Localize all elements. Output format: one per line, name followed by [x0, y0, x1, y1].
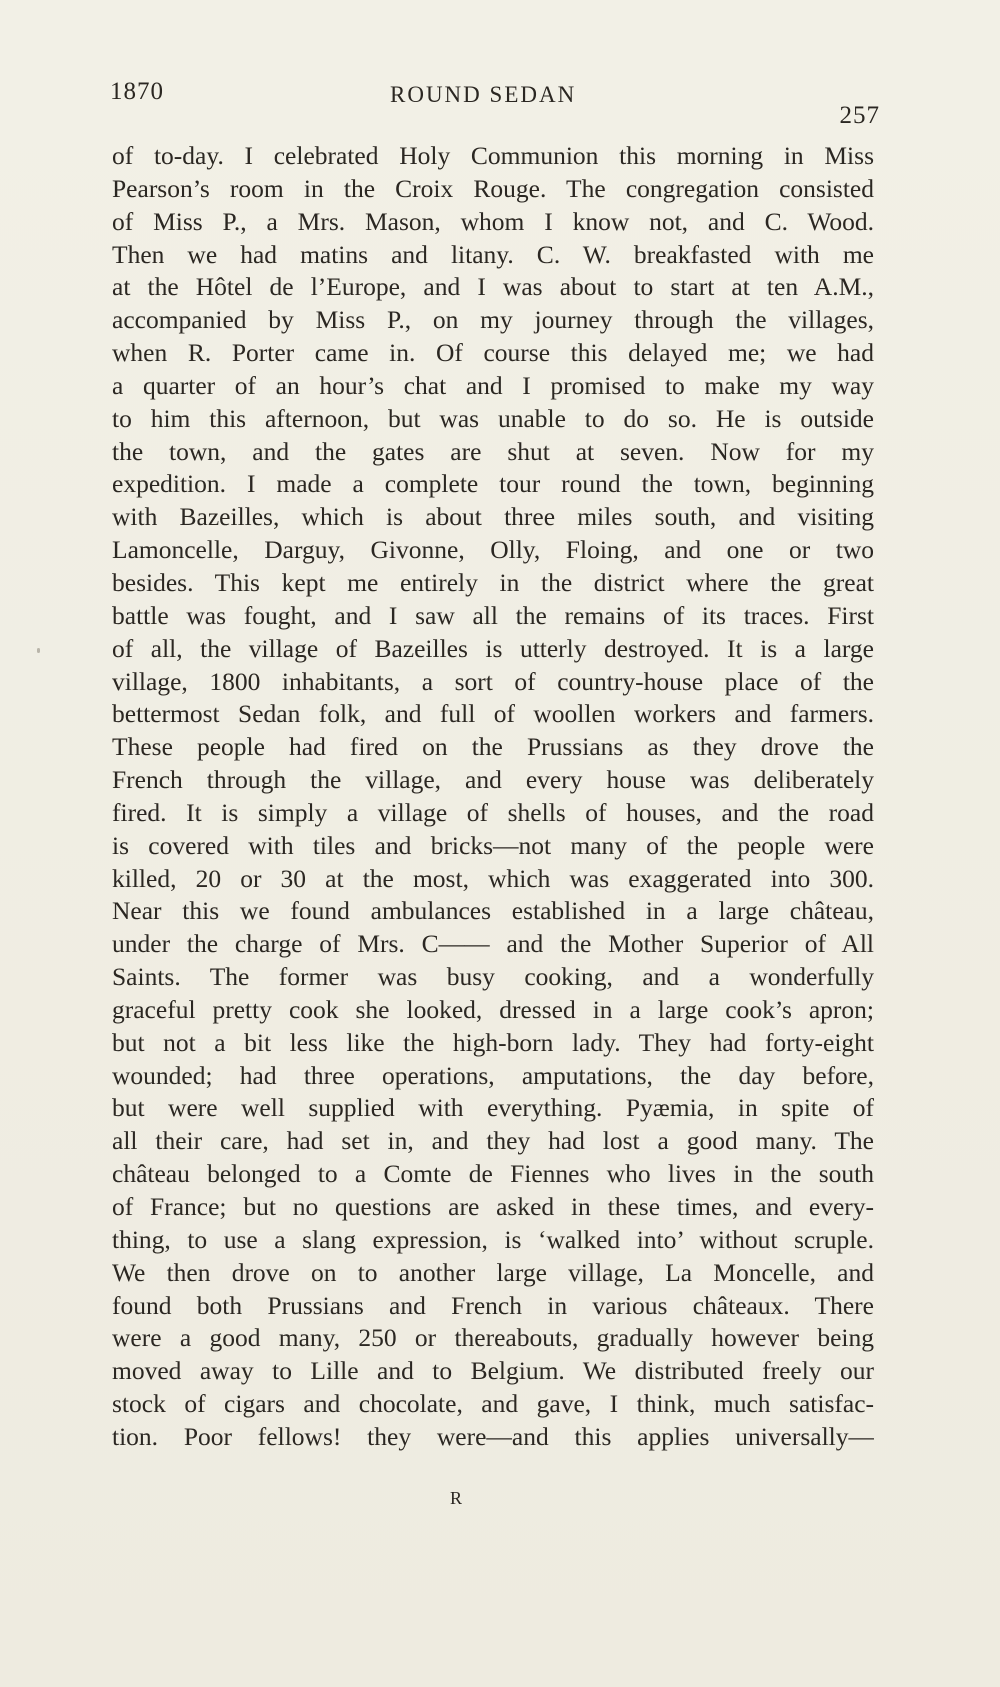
- text-line: These people had fired on the Prussians as they drove the: [112, 732, 874, 762]
- text-line: moved away to Lille and to Belgium. We distributed freely our: [112, 1356, 874, 1386]
- text-line: expedition. I made a complete tour round the town, beginning: [112, 469, 874, 499]
- text-line: We then drove on to another large village, La Moncelle, and: [112, 1257, 874, 1287]
- signature-mark: R: [450, 1488, 464, 1508]
- paper-speck: [37, 648, 40, 653]
- text-line: a quarter of an hour’s chat and I promised to make my way: [112, 370, 874, 400]
- text-line: Lamoncelle, Darguy, Givonne, Olly, Floing, and one or two: [112, 535, 874, 565]
- header-year: 1870: [110, 78, 164, 105]
- text-line: village, 1800 inhabitants, a sort of country-house place of the: [112, 666, 874, 696]
- text-line: is covered with tiles and bricks—not many of the people were: [112, 830, 874, 860]
- header-title: ROUND SEDAN: [390, 82, 577, 107]
- text-line: with Bazeilles, which is about three miles south, and visiting: [112, 502, 874, 532]
- text-line: Pearson’s room in the Croix Rouge. The congregation consisted: [112, 173, 874, 203]
- text-line: fired. It is simply a village of shells of houses, and the road: [112, 797, 874, 827]
- text-line: under the charge of Mrs. C—— and the Mother Superior of All: [112, 929, 874, 959]
- text-line: killed, 20 or 30 at the most, which was exaggerated into 300.: [112, 863, 874, 893]
- text-line: bettermost Sedan folk, and full of woollen workers and farmers.: [112, 699, 874, 729]
- running-head: [110, 78, 880, 129]
- text-line: of all, the village of Bazeilles is utterly destroyed. It is a large: [112, 633, 874, 663]
- text-line: French through the village, and every house was deliberately: [112, 765, 874, 795]
- text-line: were a good many, 250 or thereabouts, gradually however being: [112, 1323, 874, 1353]
- page-number: 257: [839, 102, 880, 129]
- text-line: accompanied by Miss P., on my journey through the villages,: [112, 305, 874, 335]
- text-line: besides. This kept me entirely in the district where the great: [112, 567, 874, 597]
- text-line: Saints. The former was busy cooking, and a wonderfully: [112, 962, 874, 992]
- text-line: Near this we found ambulances established in a large château,: [112, 896, 874, 926]
- text-line: stock of cigars and chocolate, and gave, I think, much satisfac-: [112, 1389, 874, 1419]
- text-line: to him this afternoon, but was unable to do so. He is outside: [112, 403, 874, 433]
- text-line: all their care, had set in, and they had lost a good many. The: [112, 1126, 874, 1156]
- text-line: but not a bit less like the high-born lady. They had forty-eight: [112, 1027, 874, 1057]
- text-line: graceful pretty cook she looked, dressed in a large cook’s apron;: [112, 994, 874, 1024]
- text-line: of France; but no questions are asked in these times, and every-: [112, 1192, 874, 1221]
- text-line: the town, and the gates are shut at seven. Now for my: [112, 436, 874, 466]
- text-line: château belonged to a Comte de Fiennes who lives in the south: [112, 1159, 874, 1189]
- text-line: tion. Poor fellows! they were—and this applies universally—: [112, 1421, 874, 1451]
- text-line: wounded; had three operations, amputations, the day before,: [112, 1060, 874, 1090]
- text-line: at the Hôtel de l’Europe, and I was about to start at ten A.M.,: [112, 272, 874, 302]
- text-line: Then we had matins and litany. C. W. breakfasted with me: [112, 239, 874, 269]
- text-line: found both Prussians and French in various châteaux. There: [112, 1290, 874, 1320]
- text-line: of to-day. I celebrated Holy Communion this morning in Miss: [112, 141, 874, 170]
- text-line: of Miss P., a Mrs. Mason, whom I know not, and C. Wood.: [112, 206, 874, 236]
- text-line: thing, to use a slang expression, is ‘walked into’ without scruple.: [112, 1224, 874, 1254]
- text-line: when R. Porter came in. Of course this delayed me; we had: [112, 338, 874, 368]
- text-line: but were well supplied with everything. Pyæmia, in spite of: [112, 1093, 874, 1123]
- body-text: [112, 140, 874, 1454]
- text-line: battle was fought, and I saw all the remains of its traces. First: [112, 600, 874, 630]
